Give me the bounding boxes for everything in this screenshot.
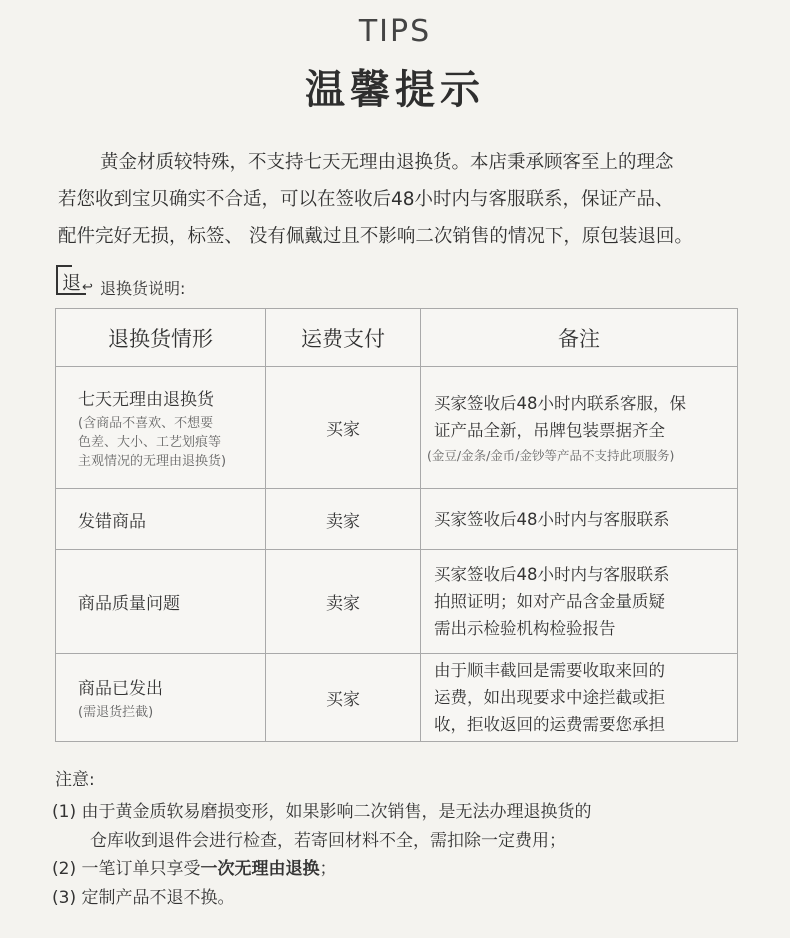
situation-label: 发错商品: [78, 511, 146, 532]
intro-line: 配件完好无损，标签、 没有佩戴过且不影响二次销售的情况下，原包装退回。: [58, 226, 693, 247]
payer-cell: 卖家: [266, 550, 421, 654]
return-arrow-icon: ↩: [82, 279, 93, 295]
situation-cell: [56, 489, 266, 550]
remark-cell: [421, 550, 738, 654]
remark-line: 买家签收后48小时内与客服联系: [434, 509, 670, 529]
intro-line: 若您收到宝贝确实不合适，可以在签收后48小时内与客服联系，保证产品、: [58, 189, 674, 210]
page-title: 温馨提示: [305, 67, 485, 113]
table-row: [56, 489, 738, 550]
note-number: (1): [52, 802, 77, 822]
remark-line: 证产品全新，吊牌包装票据齐全: [434, 420, 665, 440]
tips-heading: TIPS: [358, 14, 432, 49]
remark-footnote: (金豆/金条/金币/金钞等产品不支持此项服务): [427, 447, 675, 463]
remark-cell: [421, 367, 738, 489]
table-row: [56, 550, 738, 654]
remark-line: 需出示检验机构检验报告: [434, 619, 616, 638]
note-highlight: 一次无理由退换: [200, 859, 320, 879]
payer-cell: 买家: [266, 367, 421, 489]
situation-cell: [56, 367, 266, 489]
remark-line: 由于顺丰截回是需要收取来回的: [434, 661, 665, 680]
note-text: 一笔订单只享受: [81, 859, 201, 879]
note-item: [52, 884, 772, 913]
table-row: [56, 654, 738, 742]
return-icon-char: 退: [62, 271, 82, 294]
column-header-situation: 退换货情形: [56, 309, 266, 367]
return-section-label: 退换货说明:: [100, 279, 186, 298]
remark-line: 收，拒收返回的运费需要您承担: [434, 715, 665, 734]
remark-line: 买家签收后48小时内与客服联系: [434, 565, 670, 584]
note-item-continuation: 仓库收到退件会进行检查，若寄回材料不全，需扣除一定费用；: [90, 830, 566, 851]
note-number: (2): [52, 859, 77, 879]
return-section-header: [56, 262, 185, 299]
situation-detail-line: 色差、大小、工艺划痕等: [78, 434, 222, 450]
intro-line: 黄金材质较特殊，不支持七天无理由退换货。本店秉承顾客至上的理念: [100, 152, 674, 173]
payer-cell: 卖家: [266, 489, 421, 550]
note-text: ；: [319, 859, 337, 879]
situation-detail: [78, 414, 265, 471]
note-text: 由于黄金质软易磨损变形，如果影响二次销售，是无法办理退换货的: [81, 802, 592, 822]
remark-line: 运费，如出现要求中途拦截或拒: [434, 688, 665, 707]
remark-line: 买家签收后48小时内联系客服，保: [434, 393, 686, 413]
note-item: [52, 855, 772, 884]
note-text: 定制产品不退不换。: [81, 887, 235, 908]
column-header-remarks: 备注: [421, 309, 738, 367]
situation-detail-line: (需退货拦截): [78, 704, 154, 720]
situation-cell: [56, 550, 266, 654]
situation-label: 商品已发出: [78, 678, 163, 699]
note-item: [52, 798, 772, 827]
return-icon: [56, 265, 92, 297]
situation-detail-line: (含商品不喜欢、不想要: [78, 415, 214, 431]
remark-cell: [421, 489, 738, 550]
intro-paragraph: [58, 144, 778, 255]
situation-detail-line: 主观情况的无理由退换货): [78, 453, 227, 469]
column-header-shipping-payer: 运费支付: [266, 309, 421, 367]
return-policy-table: [55, 308, 738, 742]
payer-cell: 买家: [266, 654, 421, 742]
notes-title: 注意:: [55, 770, 95, 790]
situation-cell: [56, 654, 266, 742]
table-row: [56, 367, 738, 489]
situation-label: 商品质量问题: [78, 594, 180, 614]
remark-line: 拍照证明；如对产品含金量质疑: [434, 592, 665, 611]
situation-detail: [78, 703, 265, 722]
notes-list: [52, 798, 772, 912]
situation-label: 七天无理由退换货: [78, 389, 214, 410]
remark-cell: [421, 654, 738, 742]
note-number: (3): [52, 887, 77, 908]
table-header-row: [56, 309, 738, 367]
